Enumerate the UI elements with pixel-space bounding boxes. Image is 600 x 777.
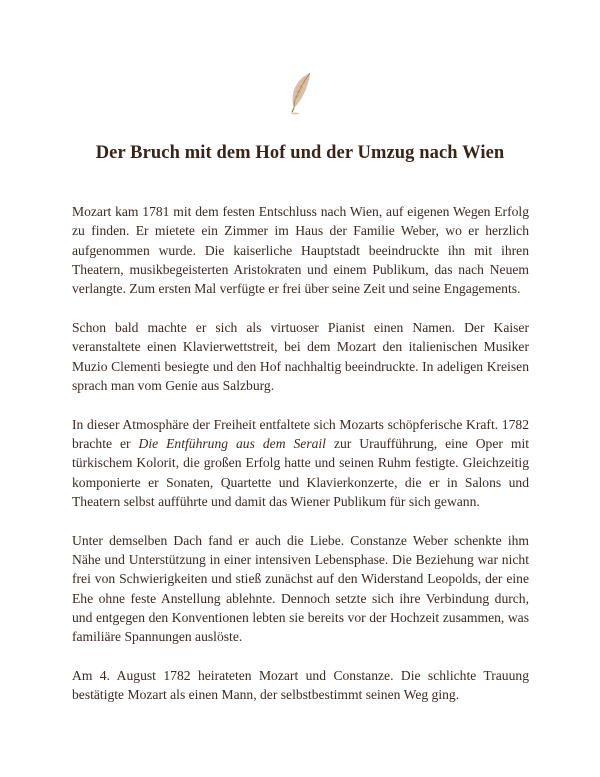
page-title: Der Bruch mit dem Hof und der Umzug nach Wien (95, 143, 505, 163)
paragraph-1: Mozart kam 1781 mit dem festen Entschluss nach Wien, auf eigenen Wegen Erfolg zu finden. Er mietete ein Zimmer im Haus der Familie Weber, wo er herzlich aufgenommen wurde. Die kaiserliche Hauptstadt beeindruckte ihn mit ihren Theatern, musikbegeisterten Aristokraten und einem Publikum, das nach Neuem verlangte. Zum ersten Mal verfügte er frei über seine Zeit und seine Engagements. (72, 204, 529, 297)
paragraph-3-before: In dieser Atmosphäre der Freiheit entfaltete sich Mozarts schöpferische Kraft. 1782 brachte er (72, 416, 529, 451)
quill-icon (286, 72, 314, 116)
body-text (72, 202, 529, 724)
paragraph-2: Schon bald machte er sich als virtuoser Pianist einen Namen. Der Kaiser veranstaltete einen Klavierwettstreit, bei dem Mozart den italienischen Musiker Muzio Clementi besiegte und den Hof nachhaltig beeindruckte. In adeligen Kreisen sprach man vom Genie aus Salzburg. (72, 319, 529, 393)
paragraph-3-after: zur Uraufführung, eine Oper mit türkischem Kolorit, die großen Erfolg hatte und seinen Ruhm festigte. Gleichzeitig komponierte er Sonaten, Quartette und Klavierkonzerte, die er in Salons und Theatern selbst aufführte und damit das Wiener Publikum für sich gewann. (72, 435, 530, 509)
opera-title: Die Entführung aus dem Serail (138, 435, 326, 451)
paragraph-3 (72, 415, 529, 511)
paragraph-4: Unter demselben Dach fand er auch die Liebe. Constanze Weber schenkte ihm Nähe und Unterstützung in einer intensiven Lebensphase. Die Beziehung war nicht frei von Schwierigkeiten und stieß zunächst auf den Widerstand Leopolds, der eine Ehe ohne feste Anstellung ablehnte. Dennoch setzte sich ihre Verbindung durch, und entgegen den Konventionen lebten sie bereits vor der Hochzeit zusammen, was familiäre Spannungen auslöste. (72, 532, 529, 645)
paragraph-5: Am 4. August 1782 heirateten Mozart und Constanze. Die schlichte Trauung bestätigte Mozart als einen Mann, der selbstbestimmt seinen Weg ging. (72, 667, 529, 703)
